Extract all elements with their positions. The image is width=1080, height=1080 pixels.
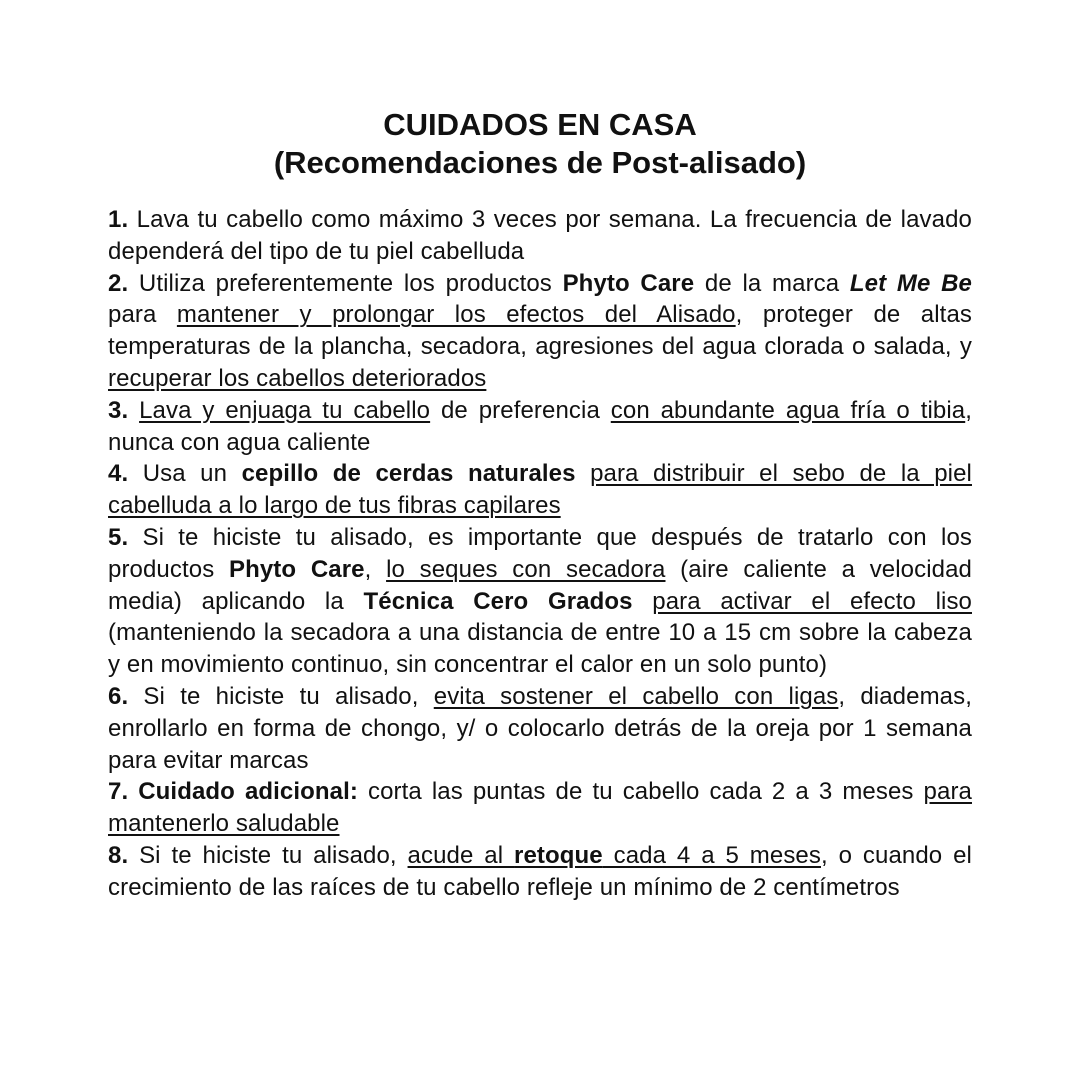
recommendation-text-segment: , nunca con agua caliente xyxy=(108,396,972,456)
recommendation-text-segment: acude al xyxy=(407,841,515,869)
recommendation-text-segment: , diademas, enrollarlo en forma de chongo, y/ o colocarlo detrás de la oreja por 1 semana para evitar marcas xyxy=(108,682,972,774)
recommendation-text-segment: (manteniendo la secadora a una distancia de entre 10 a 15 cm sobre la cabeza y en movimiento continuo, sin concentrar el calor en un solo punto) xyxy=(108,619,972,679)
recommendation-item xyxy=(108,776,972,840)
recommendation-item xyxy=(108,458,972,522)
recommendation-text-segment: retoque xyxy=(514,841,603,869)
recommendation-text-segment: Técnica Cero Grados xyxy=(363,587,633,615)
recommendation-text-segment: Si te hiciste tu alisado, es importante que después de tratarlo con los productos xyxy=(108,523,972,583)
recommendation-text-segment: 2. xyxy=(108,269,129,297)
recommendation-text-segment: Si te hiciste tu alisado, xyxy=(128,682,434,710)
recommendation-item xyxy=(108,268,972,395)
recommendation-text-segment: recuperar los cabellos deteriorados xyxy=(108,364,487,392)
recommendation-text-segment: Lava tu cabello como máximo 3 veces por semana. La frecuencia de lavado dependerá del tipo de tu piel cabelluda xyxy=(108,206,972,265)
recommendation-item xyxy=(108,681,972,776)
recommendation-text-segment: de la marca xyxy=(694,269,850,297)
document-page xyxy=(108,106,972,904)
recommendation-text-segment: (aire caliente a velocidad media) aplicando la xyxy=(108,555,972,615)
recommendation-text-segment xyxy=(128,397,139,424)
recommendation-text-segment: mantener y prolongar los efectos del Alisado xyxy=(176,301,736,329)
recommendation-text-segment: Usa un xyxy=(128,460,242,488)
recommendation-item xyxy=(108,204,972,268)
recommendation-text-segment: Phyto Care xyxy=(562,269,695,297)
recommendation-text-segment: Lava y enjuaga tu cabello xyxy=(139,396,431,424)
recommendation-text-segment: 3. xyxy=(108,396,129,424)
recommendations-list xyxy=(108,204,972,904)
recommendation-text-segment: 8. xyxy=(108,841,129,869)
recommendation-text-segment: para xyxy=(108,301,177,329)
recommendation-item xyxy=(108,522,972,681)
recommendation-text-segment: Si te hiciste tu alisado, xyxy=(128,841,408,869)
recommendation-text-segment: 5. xyxy=(108,523,129,551)
page-title xyxy=(108,106,972,182)
recommendation-text-segment: de preferencia xyxy=(430,396,611,424)
recommendation-text-segment: evita sostener el cabello con ligas xyxy=(433,682,839,710)
recommendation-text-segment: para activar el efecto liso xyxy=(652,587,972,615)
recommendation-text-segment: Phyto Care xyxy=(228,555,365,583)
title-line-2: (Recomendaciones de Post-alisado) xyxy=(273,145,807,180)
recommendation-text-segment: con abundante agua fría o tibia xyxy=(610,396,966,424)
recommendation-text-segment: corta las puntas de tu cabello cada 2 a 3 meses xyxy=(357,778,924,806)
recommendation-text-segment: cepillo de cerdas naturales xyxy=(241,460,576,488)
recommendation-text-segment: para distribuir el sebo de la piel cabelluda a lo largo de tus fibras capilares xyxy=(108,460,972,520)
recommendation-text-segment xyxy=(633,588,653,615)
recommendation-text-segment: 6. xyxy=(108,682,129,710)
recommendation-text-segment: , xyxy=(364,555,387,583)
recommendation-text-segment: 7. Cuidado adicional: xyxy=(108,778,358,806)
recommendation-text-segment: 1. xyxy=(108,206,129,233)
recommendation-text-segment: 4. xyxy=(108,460,129,488)
recommendation-item xyxy=(108,840,972,904)
recommendation-text-segment: , o cuando el crecimiento de las raíces de tu cabello refleje un mínimo de 2 centímetros xyxy=(108,841,972,901)
recommendation-text-segment: Utiliza preferentemente los productos xyxy=(128,269,563,297)
recommendation-text-segment: para mantenerlo saludable xyxy=(108,778,972,838)
recommendation-text-segment: lo seques con secadora xyxy=(386,555,666,583)
recommendation-text-segment: Let Me Be xyxy=(849,269,972,297)
recommendation-item xyxy=(108,395,972,459)
recommendation-text-segment: cada 4 a 5 meses xyxy=(602,841,821,869)
recommendation-text-segment: , proteger de altas temperaturas de la plancha, secadora, agresiones del agua clorada o salada, y xyxy=(108,301,973,361)
recommendation-text-segment xyxy=(576,460,591,487)
title-line-1: CUIDADOS EN CASA xyxy=(383,107,697,142)
